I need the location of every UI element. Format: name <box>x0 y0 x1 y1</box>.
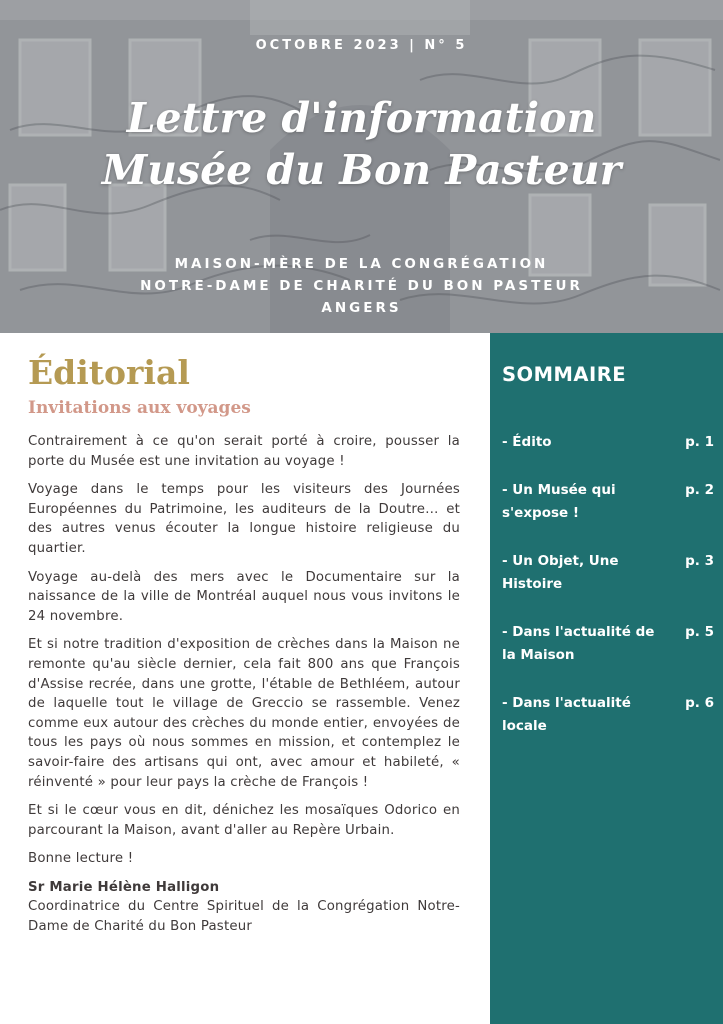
editorial-heading: Éditorial <box>28 353 190 392</box>
toc-item-label: - Dans l'actualité locale <box>502 694 631 734</box>
toc-item-actualite-maison[interactable] <box>502 621 714 668</box>
toc-item-page: p. 2 <box>685 481 714 498</box>
header-subtitle-line-2: NOTRE-DAME DE CHARITÉ DU BON PASTEUR <box>140 278 583 294</box>
editorial-paragraph: Voyage dans le temps pour les visiteurs des Journées Européennes du Patrimoine, les auditeurs de la Doutre… et des autres venus écouter la longue histoire religieuse du quartier. <box>28 482 460 556</box>
toc-item-label: - Un Objet, Une Histoire <box>502 552 619 592</box>
toc-item-edito[interactable] <box>502 431 714 455</box>
toc-item-objet[interactable] <box>502 550 714 597</box>
editorial-body <box>28 432 460 937</box>
editorial-subheading: Invitations aux voyages <box>28 398 251 418</box>
editorial-paragraph: Contrairement à ce qu'on serait porté à croire, pousser la porte du Musée est une invitation au voyage ! <box>28 434 460 469</box>
newsletter-title <box>0 92 723 196</box>
editorial-paragraph: Et si notre tradition d'exposition de crèches dans la Maison ne remonte qu'au siècle dernier, cela fait 800 ans que François d'Assise recrée, dans une grotte, l'étable de Bethléem, autour de laquelle tout le village de Greccio se rassemble. Venez comme eux autour des crèches du monde entier, envoyées de tous les pays où nous sommes en mission, et contemplez le savoir-faire des artisans qui ont, avec amour et habileté, « réinventé » pour leur pays la crèche de François ! <box>28 637 460 790</box>
issue-label: OCTOBRE 2023 | N° 5 <box>255 38 468 53</box>
toc-item-label: - Un Musée qui s'expose ! <box>502 481 616 521</box>
toc-item-actualite-locale[interactable] <box>502 692 714 739</box>
editorial-signature: Sr Marie Hélène Halligon <box>28 879 220 895</box>
table-of-contents <box>490 333 723 1024</box>
editorial-paragraph: Voyage au-delà des mers avec le Documentaire sur la naissance de la ville de Montréal auquel nous vous invitons le 24 novembre. <box>28 569 460 624</box>
toc-list <box>502 431 714 763</box>
toc-item-page: p. 1 <box>685 434 714 450</box>
toc-title: SOMMAIRE <box>502 363 627 386</box>
toc-item-page: p. 3 <box>685 552 714 569</box>
editorial-closing: Bonne lecture ! <box>28 851 134 867</box>
editorial-section <box>0 333 490 1024</box>
newsletter-title-line-2: Musée du Bon Pasteur <box>101 146 622 194</box>
header-subtitle-line-1: MAISON-MÈRE DE LA CONGRÉGATION <box>174 256 549 272</box>
newsletter-title-line-1: Lettre d'information <box>126 94 597 142</box>
toc-item-page: p. 6 <box>685 694 714 711</box>
editorial-paragraph: Et si le cœur vous en dit, dénichez les mosaïques Odorico en parcourant la Maison, avant d'aller au Repère Urbain. <box>28 803 460 838</box>
header-subtitle <box>0 253 723 319</box>
toc-item-label: - Édito <box>502 434 552 450</box>
toc-item-label: - Dans l'actualité de la Maison <box>502 623 655 663</box>
toc-item-page: p. 5 <box>685 623 714 640</box>
toc-item-musee[interactable] <box>502 479 714 526</box>
editorial-signature-role: Coordinatrice du Centre Spirituel de la Congrégation Notre-Dame de Charité du Bon Pasteur <box>28 899 460 935</box>
header-banner <box>0 0 723 333</box>
header-subtitle-line-3: ANGERS <box>321 300 402 316</box>
